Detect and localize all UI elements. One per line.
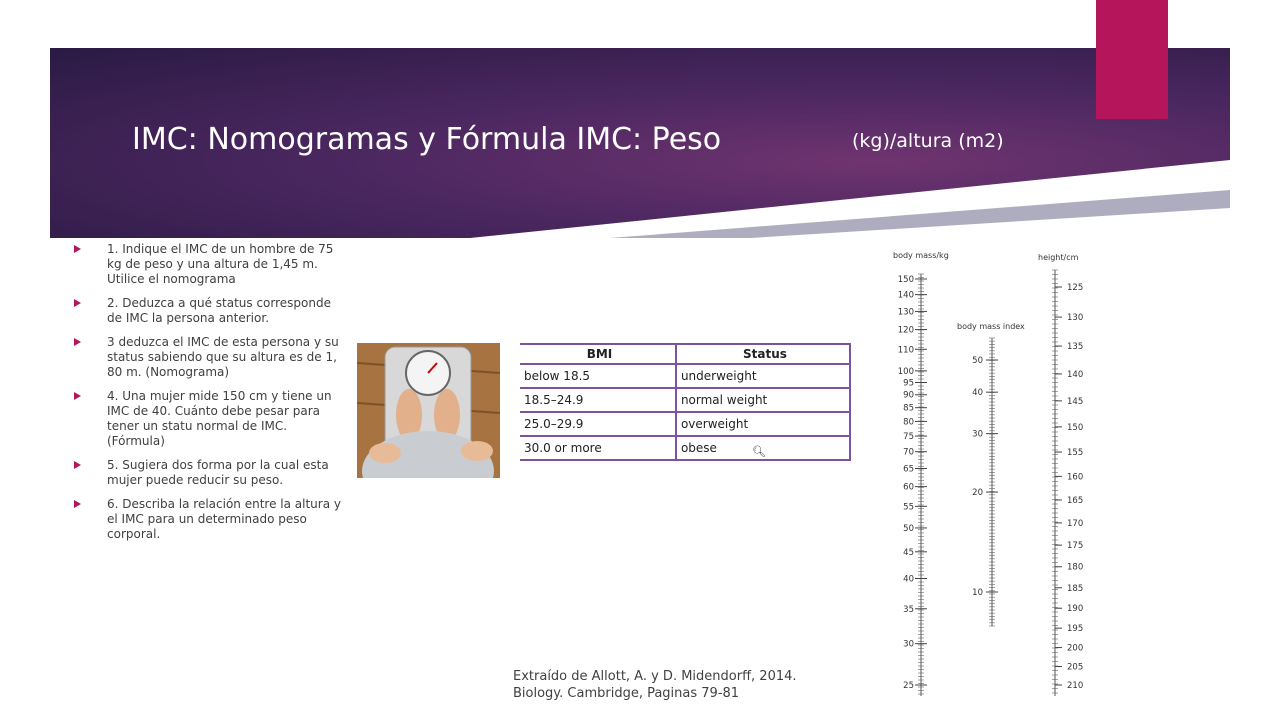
mass-tick-label: 60 [903, 482, 914, 493]
question-item [74, 497, 346, 542]
height-tick-label: 135 [1067, 342, 1084, 353]
table-row [520, 436, 850, 460]
question-item [74, 458, 346, 488]
column-header-bmi: BMI [520, 344, 676, 364]
height-tick-label: 150 [1067, 422, 1084, 433]
question-text: 1. Indique el IMC de un hombre de 75 kg de peso y una altura de 1,45 m. Utilice el nomograma [107, 242, 334, 286]
question-text: 2. Deduzca a qué status corresponde de IMC la persona anterior. [107, 296, 331, 325]
bmi-tick-label: 10 [972, 588, 983, 598]
bmi-tick-label: 40 [972, 388, 983, 399]
mass-tick-label: 80 [903, 417, 914, 428]
bullet-arrow-icon [74, 461, 81, 469]
height-tick-label: 195 [1067, 624, 1084, 635]
table-row [520, 388, 850, 412]
slide-title-formula: (kg)/altura (m2) [852, 130, 1004, 152]
question-list [74, 242, 346, 551]
bmi-tick-label: 30 [972, 429, 983, 440]
bullet-arrow-icon [74, 338, 81, 346]
question-item [74, 389, 346, 449]
height-tick-label: 170 [1067, 518, 1084, 529]
mass-tick-label: 35 [903, 604, 914, 615]
bmi-tick-label: 50 [972, 356, 983, 366]
mass-tick-label: 25 [903, 681, 914, 691]
bmi-axis-label: body mass index [957, 322, 1025, 331]
citation-line-2: Biology. Cambridge, Paginas 79-81 [513, 686, 740, 701]
bmi-nomogram [890, 246, 1090, 706]
height-tick-label: 140 [1067, 369, 1084, 380]
citation [513, 668, 797, 702]
zoom-icon[interactable]: 🔍︎ [752, 445, 766, 458]
height-tick-label: 145 [1067, 396, 1084, 407]
mass-tick-label: 75 [903, 432, 914, 443]
mass-tick-label: 140 [897, 290, 914, 301]
table-header-row [520, 344, 850, 364]
mass-axis-label: body mass/kg [893, 251, 949, 260]
mass-tick-label: 55 [903, 502, 914, 513]
status-cell: normal weight [676, 388, 850, 412]
height-axis-label: height/cm [1038, 253, 1079, 262]
accent-tab [1096, 0, 1168, 119]
mass-tick-label: 65 [903, 464, 914, 475]
height-tick-label: 200 [1067, 643, 1084, 654]
bmi-cell: 30.0 or more [520, 436, 676, 460]
mass-tick-label: 110 [897, 345, 914, 356]
height-tick-label: 160 [1067, 472, 1084, 483]
question-text: 5. Sugiera dos forma por la cual esta mujer puede reducir su peso. [107, 458, 329, 487]
mass-tick-label: 150 [897, 275, 914, 285]
status-cell: underweight [676, 364, 850, 388]
bmi-tick-label: 20 [972, 488, 983, 499]
question-text: 4. Una mujer mide 150 cm y tiene un IMC de 40. Cuánto debe pesar para tener un statu normal de IMC. (Fórmula) [107, 389, 332, 448]
question-item [74, 242, 346, 287]
height-tick-label: 210 [1067, 681, 1084, 691]
height-tick-label: 165 [1067, 495, 1084, 506]
table-row [520, 412, 850, 436]
bmi-cell: 18.5–24.9 [520, 388, 676, 412]
height-tick-label: 125 [1067, 283, 1084, 293]
height-tick-label: 180 [1067, 562, 1084, 573]
bullet-arrow-icon [74, 245, 81, 253]
bmi-status-table [520, 343, 851, 461]
mass-tick-label: 120 [897, 325, 914, 336]
table-row [520, 364, 850, 388]
status-cell: obese [676, 436, 850, 460]
height-tick-label: 205 [1067, 662, 1084, 673]
mass-tick-label: 50 [903, 523, 914, 534]
bmi-cell: 25.0–29.9 [520, 412, 676, 436]
citation-line-1: Extraído de Allott, A. y D. Midendorff, 2014. [513, 669, 797, 684]
mass-tick-label: 130 [897, 307, 914, 318]
slide-title: IMC: Nomogramas y Fórmula IMC: Peso [132, 122, 722, 157]
scale-photo [357, 343, 500, 478]
mass-tick-label: 100 [897, 366, 914, 377]
mass-tick-label: 85 [903, 403, 914, 414]
bullet-arrow-icon [74, 500, 81, 508]
bullet-arrow-icon [74, 392, 81, 400]
mass-tick-label: 95 [903, 378, 914, 389]
mass-tick-label: 70 [903, 447, 914, 458]
question-text: 3 deduzca el IMC de esta persona y su status sabiendo que su altura es de 1, 80 m. (Nomograma) [107, 335, 339, 379]
bullet-arrow-icon [74, 299, 81, 307]
bmi-cell: below 18.5 [520, 364, 676, 388]
mass-tick-label: 45 [903, 547, 914, 558]
height-tick-label: 175 [1067, 541, 1084, 552]
mass-tick-label: 40 [903, 574, 914, 585]
column-header-status: Status [676, 344, 850, 364]
mass-tick-label: 30 [903, 639, 914, 650]
question-text: 6. Describa la relación entre la altura y el IMC para un determinado peso corporal. [107, 497, 341, 541]
status-cell: overweight [676, 412, 850, 436]
height-tick-label: 155 [1067, 448, 1084, 459]
height-tick-label: 130 [1067, 313, 1084, 324]
mass-tick-label: 90 [903, 390, 914, 401]
question-item [74, 296, 346, 326]
question-item [74, 335, 346, 380]
height-tick-label: 190 [1067, 604, 1084, 615]
height-tick-label: 185 [1067, 583, 1084, 594]
